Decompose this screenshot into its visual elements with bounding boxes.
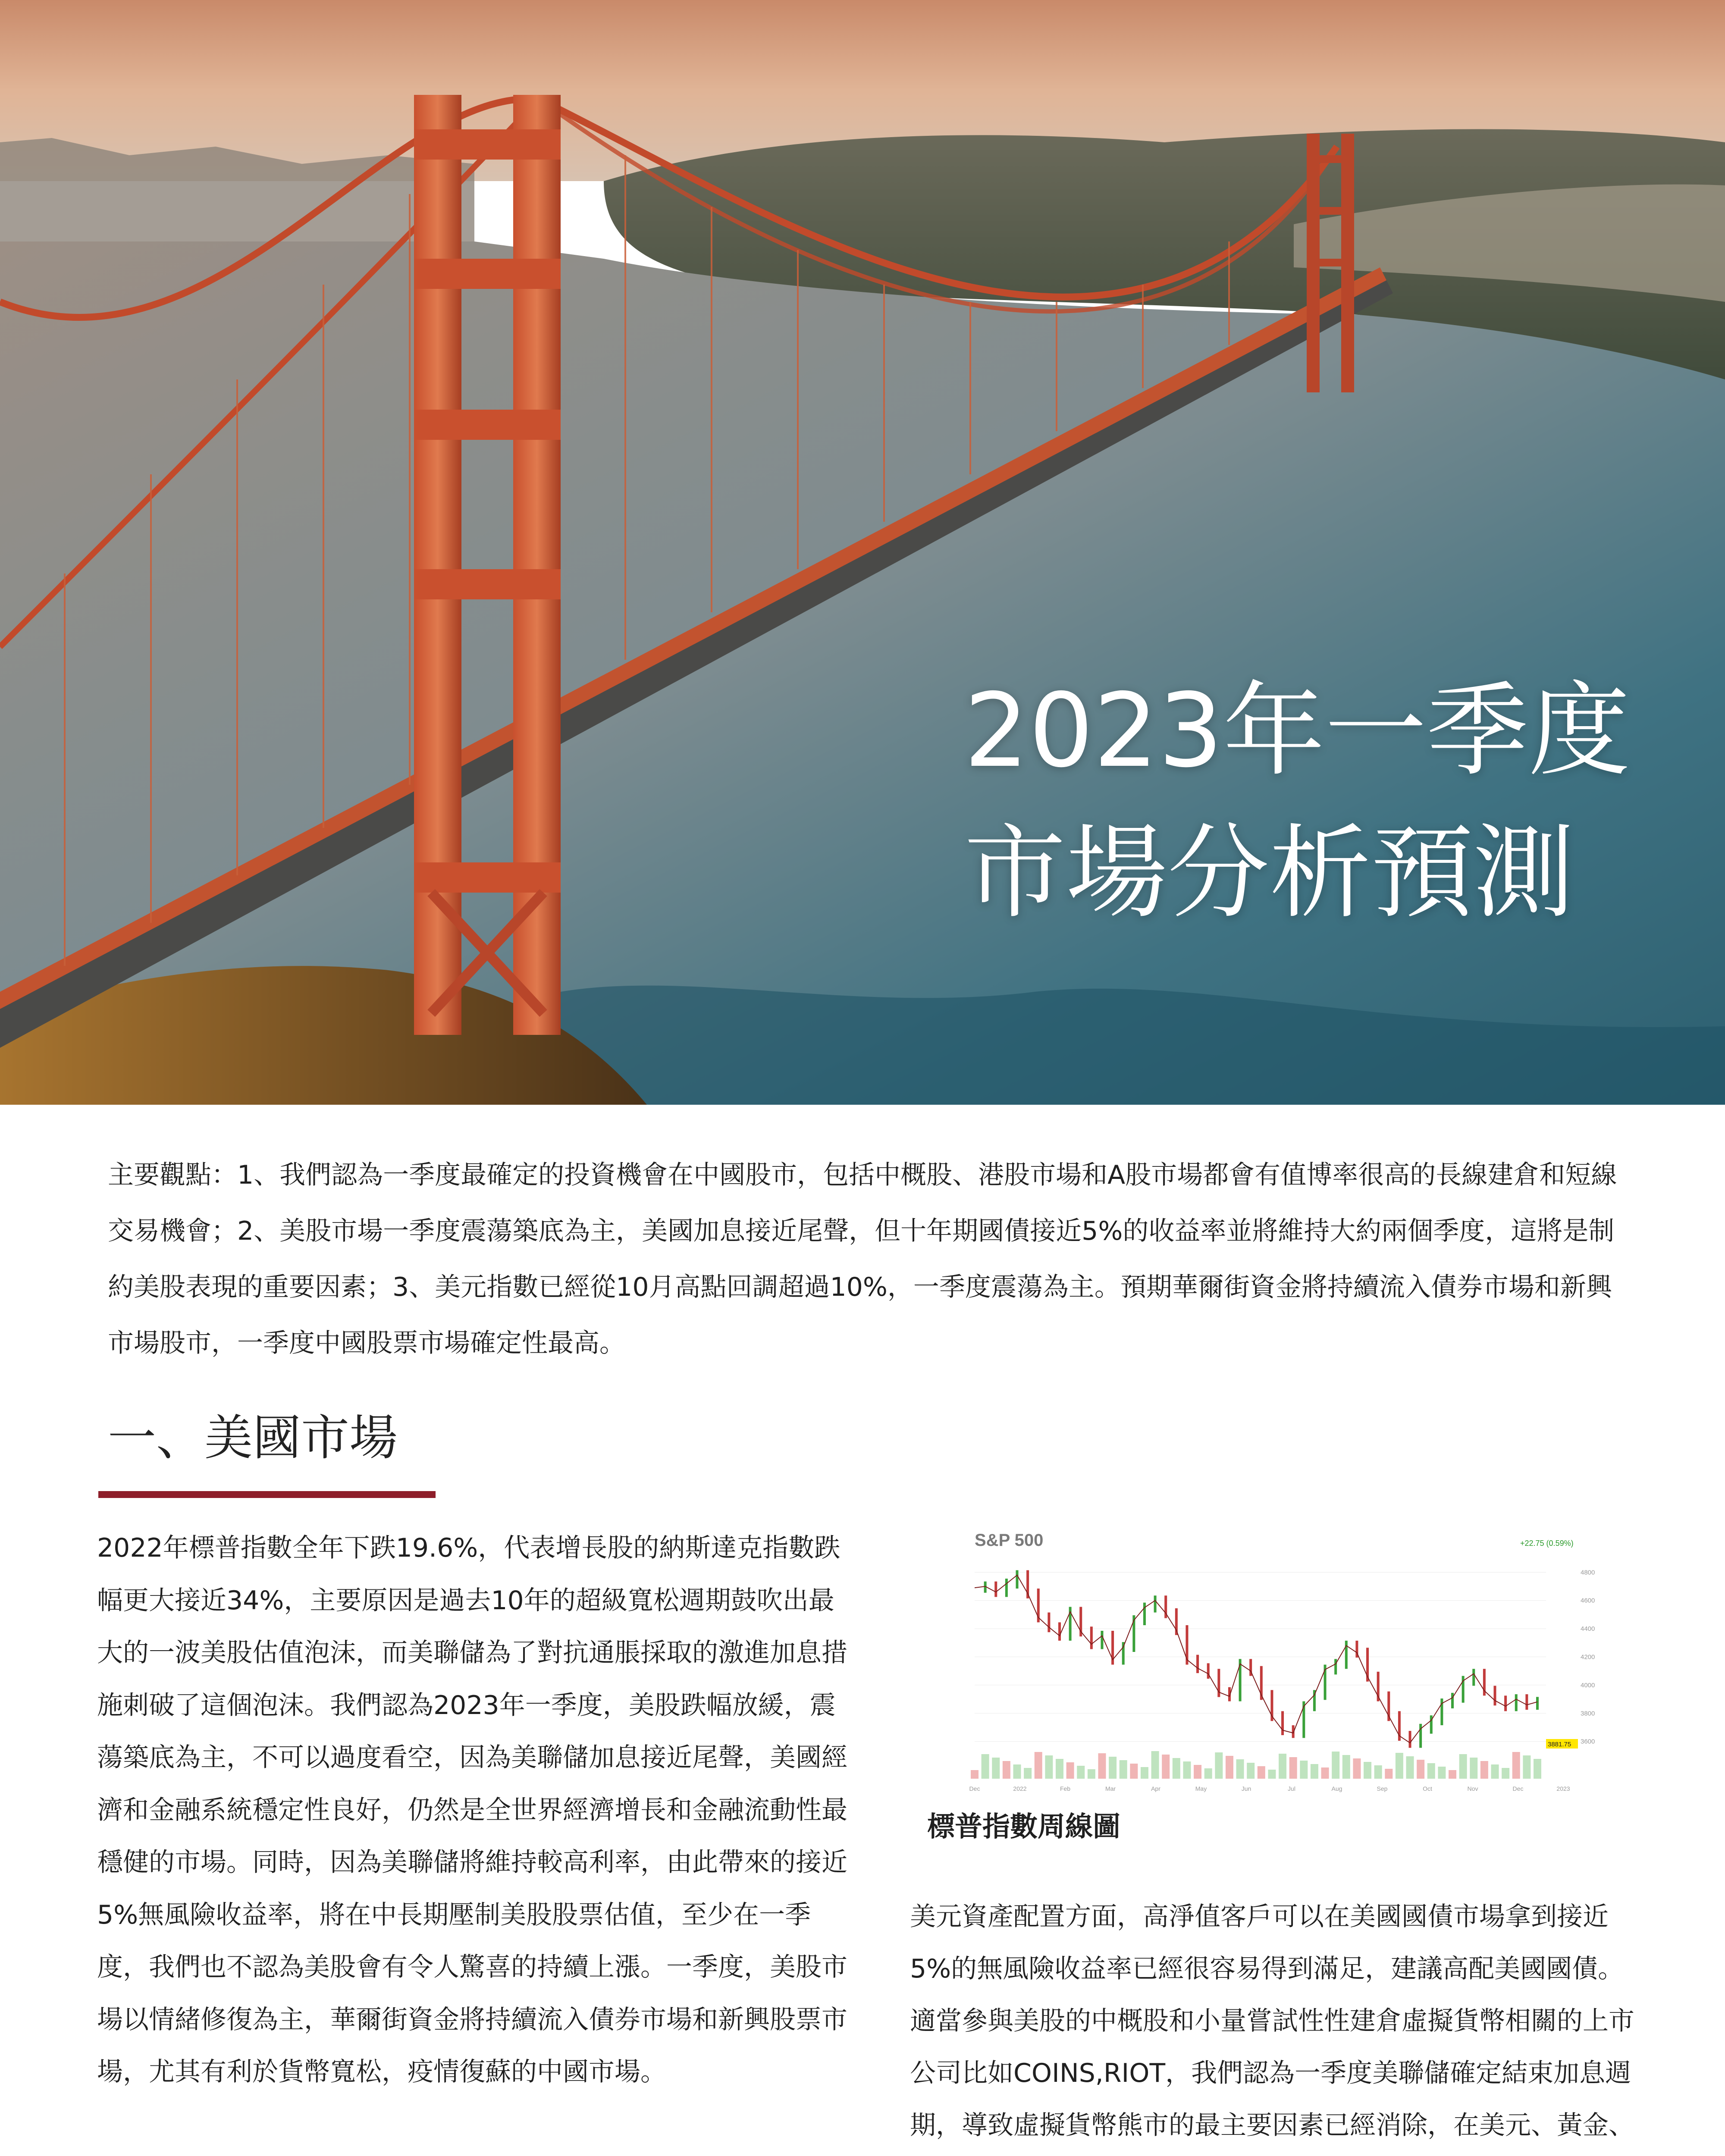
last-price-label: 3881.75 — [1548, 1741, 1571, 1748]
section-heading: 一、美國市場 — [108, 1410, 398, 1466]
volume-bar — [1449, 1770, 1456, 1779]
x-tick-label: 2022 — [1013, 1785, 1027, 1792]
hero-title-line-2: 市場分析預測 — [964, 814, 1575, 932]
volume-bar — [1183, 1761, 1191, 1779]
volume-bar — [1311, 1764, 1318, 1779]
volume-bar — [1417, 1760, 1424, 1779]
volume-bar — [1098, 1753, 1106, 1779]
volume-bar — [1268, 1770, 1276, 1779]
volume-bar — [1406, 1756, 1414, 1779]
volume-bar — [1459, 1754, 1467, 1779]
volume-bar — [1332, 1752, 1339, 1779]
y-tick-label: 4200 — [1581, 1653, 1595, 1661]
volume-bar — [1491, 1764, 1499, 1779]
y-tick-label: 4000 — [1581, 1681, 1595, 1689]
volume-bar — [1502, 1768, 1509, 1779]
volume-bar — [1204, 1768, 1212, 1779]
volume-bar — [1480, 1761, 1488, 1779]
volume-bar — [1534, 1759, 1541, 1779]
volume-bar — [1512, 1752, 1520, 1779]
volume-bar — [1470, 1758, 1477, 1779]
x-tick-label: Mar — [1105, 1785, 1116, 1792]
y-tick-label: 4600 — [1581, 1597, 1595, 1604]
y-tick-label: 3800 — [1581, 1710, 1595, 1717]
y-tick-label: 4800 — [1581, 1569, 1595, 1576]
volume-bar — [1066, 1762, 1074, 1779]
volume-bar — [1215, 1752, 1223, 1779]
x-tick-label: Aug — [1331, 1785, 1342, 1792]
volume-bar — [1088, 1769, 1095, 1779]
volume-bar — [1289, 1757, 1297, 1779]
y-tick-label: 4400 — [1581, 1625, 1595, 1633]
volume-bar — [1300, 1761, 1308, 1779]
volume-bar — [1258, 1766, 1265, 1779]
volume-bar — [1077, 1766, 1085, 1779]
y-tick-label: 3600 — [1581, 1738, 1595, 1745]
x-tick-label: Nov — [1467, 1785, 1478, 1792]
chart-change-label: +22.75 (0.59%) — [1520, 1539, 1574, 1548]
left-column-paragraph: 2022年標普指數全年下跌19.6%，代表增長股的納斯達克指數跌幅更大接近34%，主要原因是過去10年的超級寬松週期鼓吹出最大的一波美股估值泡沫，而美聯儲為了對抗通脹採取的激進加息措施刺破了這個泡沫。我們認為2023年一季度，美股跌幅放緩，震蕩築底為主，不可以過度看空，因為美聯儲加息接近尾聲，美國經濟和金融系統穩定性良好，仍然是全世界經濟增長和金融流動性最穩健的市場。同時，因為美聯儲將維持較高利率，由此帶來的接近5%無風險收益率，將在中長期壓制美股股票估值，至少在一季度，我們也不認為美股會有令人驚喜的持續上漲。一季度，美股市場以情緒修復為主，華爾街資金將持續流入債券市場和新興股票市場，尤其有利於貨幣寬松，疫情復蘇的中國市場。 — [97, 1533, 847, 2087]
summary-paragraph: 主要觀點：1、我們認為一季度最確定的投資機會在中國股市，包括中概股、港股市場和A股市場都會有值博率很高的長線建倉和短線交易機會；2、美股市場一季度震蕩築底為主，美國加息接近尾聲，但十年期國債接近5%的收益率並將維持大約兩個季度，這將是制約美股表現的重要因素；3、美元指數已經從10月高點回調超過10%，一季度震蕩為主。預期華爾街資金將持續流入債券市場和新興市場股市，一季度中國股票市場確定性最高。 — [108, 1160, 1617, 1358]
volume-bar — [1194, 1765, 1201, 1779]
x-tick-label: Feb — [1060, 1785, 1071, 1792]
volume-bar — [1247, 1763, 1255, 1779]
x-tick-label: Jul — [1288, 1785, 1295, 1792]
right-column-paragraph: 美元資產配置方面，高淨值客戶可以在美國國債市場拿到接近5%的無風險收益率已經很容易得到滿足，建議高配美國國債。適當參與美股的中概股和小量嘗試性性建倉虛擬貨幣相關的上市公司比如COINS,RIOT，我們認為一季度美聯儲確定結束加息週期，導致虛擬貨幣熊市的最主要因素已經消除，在美元、黃金、 — [910, 1902, 1634, 2140]
volume-bar — [1353, 1758, 1361, 1779]
x-tick-label: Apr — [1151, 1785, 1160, 1792]
volume-bar — [1321, 1767, 1329, 1779]
volume-bar — [1364, 1762, 1371, 1779]
volume-bar — [1130, 1764, 1138, 1779]
volume-bar — [1045, 1755, 1053, 1779]
volume-bar — [1056, 1759, 1063, 1779]
volume-bar — [1427, 1763, 1435, 1779]
volume-bar — [1141, 1767, 1148, 1779]
volume-bar — [1374, 1765, 1382, 1779]
volume-bar — [1162, 1755, 1170, 1779]
volume-bar — [1035, 1752, 1042, 1779]
sp500-chart — [934, 1524, 1615, 1796]
x-tick-label: Sep — [1377, 1785, 1388, 1792]
x-tick-label: Dec — [1512, 1785, 1524, 1792]
volume-bar — [1109, 1757, 1117, 1779]
volume-bar — [992, 1758, 1000, 1779]
volume-bar — [1523, 1755, 1531, 1779]
volume-bar — [971, 1770, 979, 1779]
chart-caption: 標普指數周線圖 — [927, 1811, 1120, 1843]
volume-bar — [1173, 1758, 1180, 1779]
hero-title — [964, 660, 1630, 944]
x-tick-label: Jun — [1241, 1785, 1251, 1792]
volume-bar — [1396, 1753, 1403, 1779]
volume-bar — [982, 1754, 989, 1779]
volume-bar — [1342, 1755, 1350, 1779]
x-tick-label: Oct — [1423, 1785, 1432, 1792]
x-tick-label: Dec — [969, 1785, 980, 1792]
x-tick-label: May — [1195, 1785, 1207, 1792]
volume-bar — [1438, 1767, 1446, 1779]
volume-bar — [1013, 1764, 1021, 1779]
hero-title-line-1: 2023年一季度 — [964, 671, 1630, 790]
volume-bar — [1385, 1769, 1393, 1779]
volume-bar — [1151, 1751, 1159, 1779]
volume-bar — [1226, 1756, 1233, 1779]
volume-bar — [1024, 1768, 1032, 1779]
sp500-chart-figure — [934, 1524, 1615, 1796]
chart-title: S&P 500 — [975, 1531, 1044, 1550]
x-tick-label: 2023 — [1556, 1785, 1570, 1792]
volume-bar — [1236, 1759, 1244, 1779]
section-underline — [98, 1491, 436, 1498]
volume-bar — [1279, 1754, 1286, 1779]
volume-bar — [1120, 1760, 1127, 1779]
volume-bar — [1003, 1761, 1010, 1779]
